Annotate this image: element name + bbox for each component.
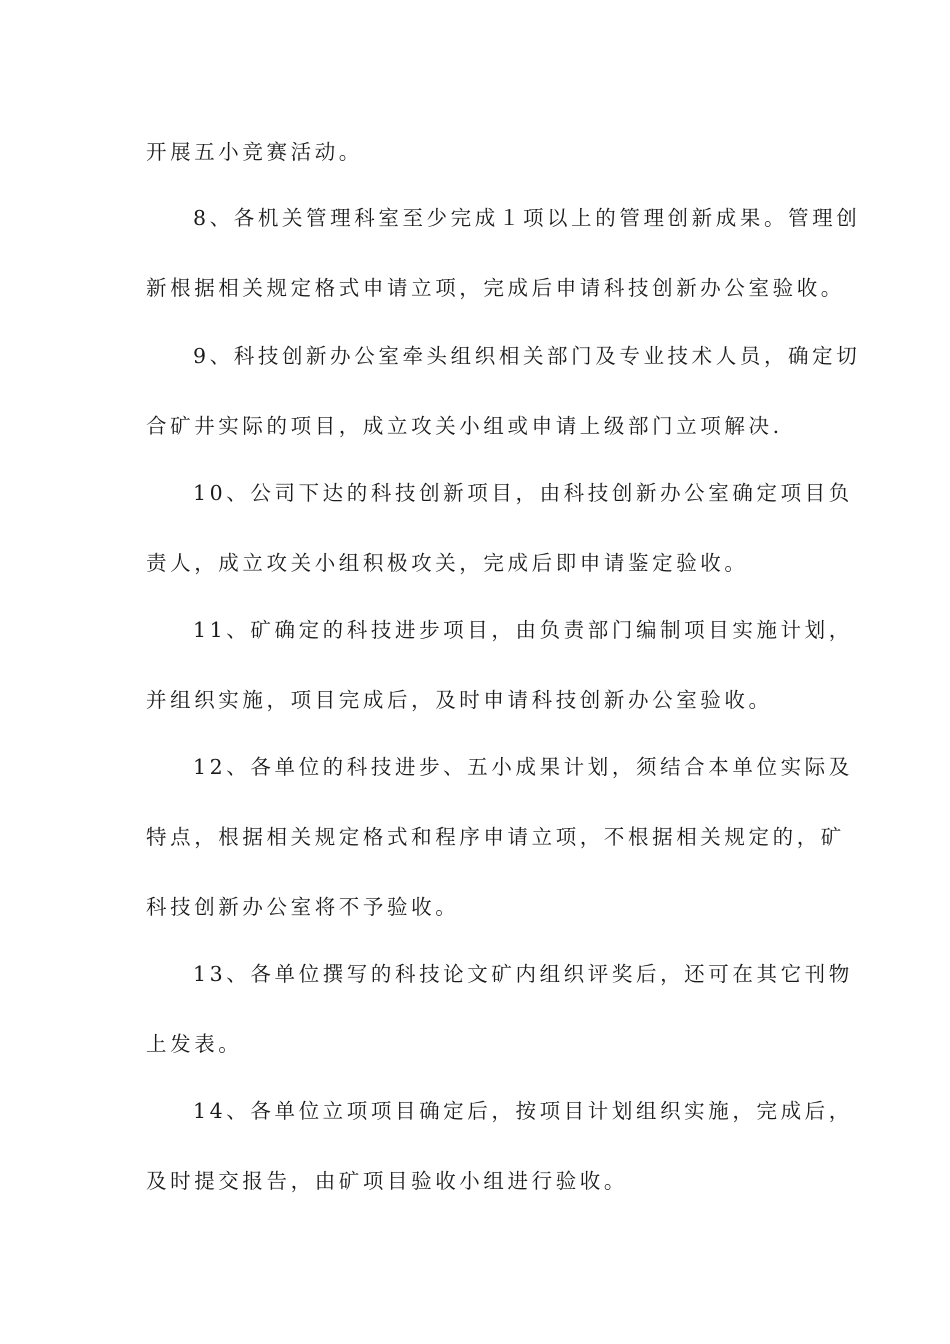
paragraph-item-8-line-2: 新根据相关规定格式申请立项，完成后申请科技创新办公室验收。: [146, 276, 845, 300]
paragraph-item-11-line-2: 并组织实施，项目完成后，及时申请科技创新办公室验收。: [146, 688, 773, 712]
text-line: 开展五小竞赛活动。: [146, 140, 363, 164]
paragraph-item-9-line-1: 9、科技创新办公室牵头组织相关部门及专业技术人员，确定切: [193, 344, 861, 368]
paragraph-item-12-line-1: 12、各单位的科技进步、五小成果计划，须结合本单位实际及: [193, 755, 853, 779]
paragraph-item-9-line-2: 合矿井实际的项目，成立攻关小组或申请上级部门立项解决.: [146, 414, 783, 438]
paragraph-item-14-line-2: 及时提交报告，由矿项目验收小组进行验收。: [146, 1169, 628, 1193]
paragraph-item-13-line-2: 上发表。: [146, 1032, 243, 1056]
paragraph-item-8-line-1: 8、各机关管理科室至少完成１项以上的管理创新成果。管理创: [193, 206, 861, 230]
paragraph-item-13-line-1: 13、各单位撰写的科技论文矿内组织评奖后，还可在其它刊物: [193, 962, 853, 986]
paragraph-item-14-line-1: 14、各单位立项项目确定后，按项目计划组织实施，完成后，: [193, 1099, 853, 1123]
paragraph-item-12-line-2: 特点，根据相关规定格式和程序申请立项，不根据相关规定的，矿: [146, 825, 845, 849]
paragraph-item-11-line-1: 11、矿确定的科技进步项目，由负责部门编制项目实施计划，: [193, 618, 853, 642]
paragraph-item-12-line-3: 科技创新办公室将不予验收。: [146, 895, 460, 919]
paragraph-item-10-line-2: 责人，成立攻关小组积极攻关，完成后即申请鉴定验收。: [146, 551, 749, 575]
paragraph-item-10-line-1: 10、公司下达的科技创新项目，由科技创新办公室确定项目负: [193, 481, 853, 505]
